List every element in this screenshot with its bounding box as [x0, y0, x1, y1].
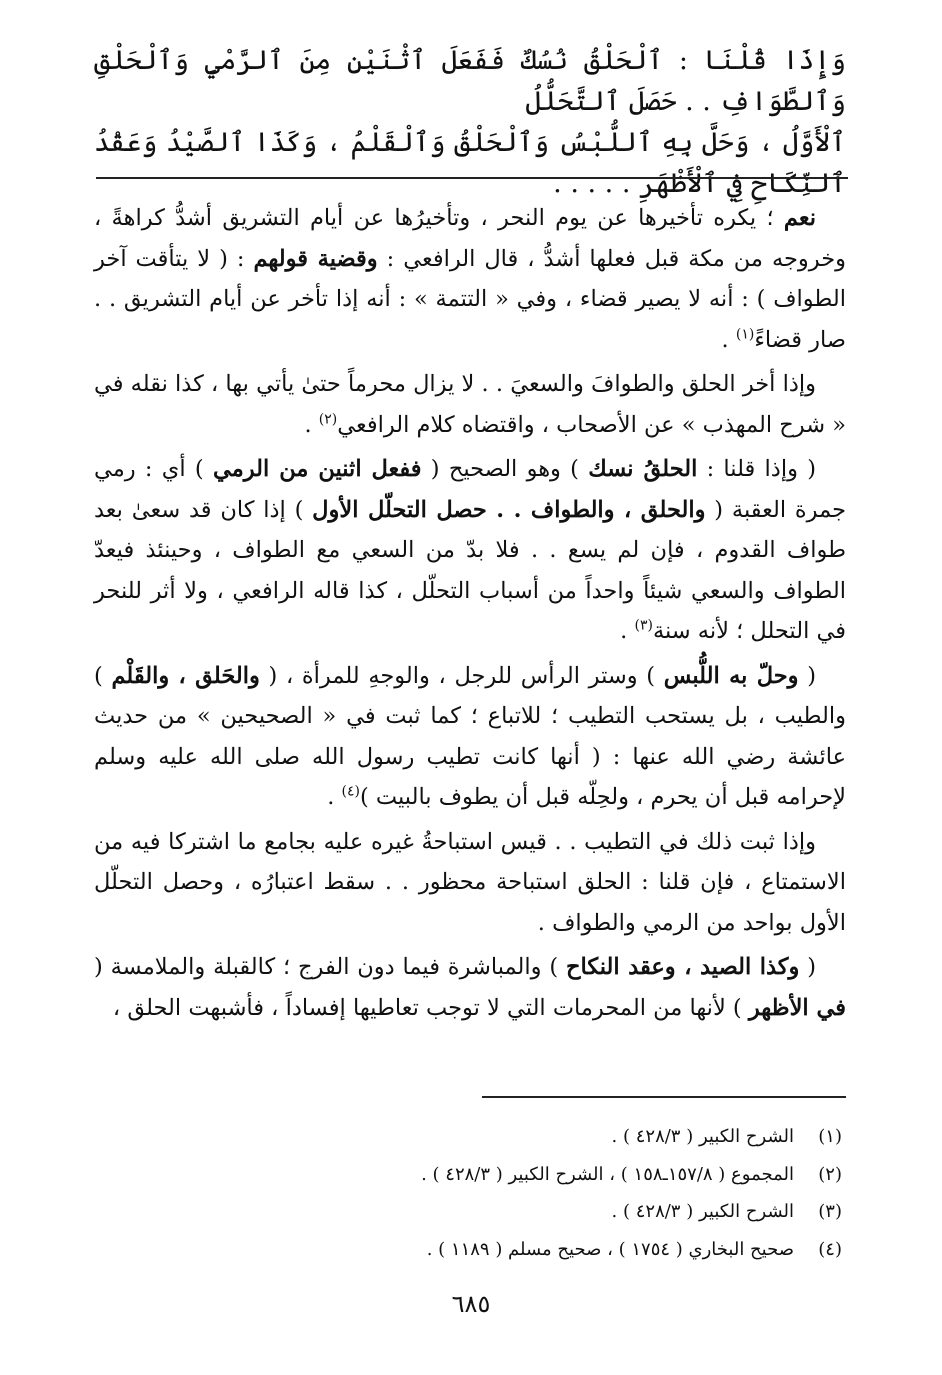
- footnote-number: (١): [818, 1126, 842, 1147]
- bold-term: في الأظهر: [748, 994, 846, 1021]
- bold-term: وحلّ به اللُّبس: [663, 662, 799, 689]
- matn-line: وَإِذَا قُلْنَا : ٱلْحَلْقُ نُسُكٌ فَفَعَلَ ٱثْنَيْنِ مِنَ ٱلرَّمْيِ وَٱلْحَلْقِ وَٱلطَّوَافِ . . حَصَلَ ٱلتَّحَلُّلُ: [94, 45, 846, 117]
- page-number: ٦٨٥: [451, 1290, 491, 1318]
- bold-term: وكذا الصيد ، وعقد النكاح: [565, 954, 800, 980]
- footnote-ref: (٤): [341, 783, 360, 800]
- footnote-ref: (٢): [318, 411, 338, 427]
- footnote-item: [102, 1156, 842, 1194]
- footnote-ref: (١): [735, 326, 755, 342]
- footnote-number: (٢): [818, 1163, 842, 1185]
- footnote-text: الشرح الكبير ( ٤٢٨/٣ ) .: [611, 1126, 794, 1147]
- footnote-item: [102, 1193, 842, 1231]
- matn-divider: [96, 177, 848, 179]
- footnote-text: المجموع ( ١٥٧/٨ـ١٥٨ ) ، الشرح الكبير ( ٤٢٨/٣ ) .: [421, 1163, 794, 1185]
- footnote-item: [102, 1231, 842, 1269]
- footnote-ref: (٣): [634, 617, 653, 634]
- bold-term: وقضية قولهم: [253, 245, 378, 272]
- footnote-divider: [482, 1096, 846, 1098]
- bold-term: نعم: [783, 205, 816, 231]
- footnote-number: (٣): [818, 1201, 842, 1222]
- bold-term: والحَلق ، والقَلْم: [111, 662, 260, 689]
- bold-term: الحلقُ نسك: [588, 456, 698, 482]
- commentary-paragraph: ( وإذا قلنا : الحلقُ نسك ) وهو الصحيح ( ففعل اثنين من الرمي ) أي : رمي جمرة العقبة ( والحلق ، والطواف . . حصل التحلّل الأول ) إذا كان قد سعىٰ بعد طواف القدوم ، فإن لم يسع . . فلا بدّ من السعي مع الطواف ، وحينئذ فيعدّ الطواف والسعي شيئاً واحداً من أسباب التحلّل ، كذا قاله الرافعي ، ولا أثر للنحر في التحلل ؛ لأنه سنة$^{(٣)}$ .: [94, 456, 847, 644]
- footnote-number: (٤): [818, 1238, 842, 1260]
- bold-term: والحلق ، والطواف . . حصل التحلّل الأول: [312, 496, 706, 523]
- commentary-paragraph: ( وحلّ به اللُّبس ) وستر الرأس للرجل ، والوجهِ للمرأة ، ( والحَلق ، والقَلْم ) والطيب ، بل يستحب التطيب ؛ للاتباع ؛ كما ثبت في « الصحيحين » من حديث عائشة رضي الله عنها : ( أنها كانت تطيب رسول الله صلى الله عليه وسلم لإحرامه قبل أن يحرم ، ولحِلّه قبل أن يطوف بالبيت )$^{(٤)}$ .: [94, 662, 846, 810]
- commentary-paragraph: ( وكذا الصيد ، وعقد النكاح ) والمباشرة فيما دون الفرج ؛ كالقبلة والملامسة ( في الأظهر ) لأنها من المحرمات التي لا توجب تعاطيها إفساداً ، فأشبهت الحلق ،: [94, 954, 846, 1021]
- footnote-item: [102, 1118, 842, 1156]
- matn-text: [94, 40, 846, 204]
- commentary-paragraph: وإذا أخر الحلق والطوافَ والسعيَ . . لا يزال محرماً حتىٰ يأتي بها ، كذا نقله في « شرح المهذب » عن الأصحاب ، واقتضاه كلام الرافعي$^{(٢)}$ .: [94, 371, 846, 438]
- footnote-text: الشرح الكبير ( ٤٢٨/٣ ) .: [611, 1201, 794, 1222]
- matn-line: ٱلْأَوَّلُ ، وَحَلَّ بِهِ ٱللُّبْسُ وَٱلْحَلْقُ وَٱلْقَلْمُ ، وَكَذَا ٱلصَّيْدُ وَعَقْدُ ٱلنِّكَاحِ فِي ٱلْأَظْهَرِ . . . . .: [94, 127, 846, 199]
- bold-term: ففعل اثنين من الرمي: [212, 456, 422, 482]
- commentary-paragraph: وإذا ثبت ذلك في التطيب . . قيس استباحةُ غيره عليه بجامع ما اشتركا فيه من الاستمتاع ، فإن قلنا : الحلق استباحة محظور . . سقط اعتبارُه ، وحصل التحلّل الأول بواحد من الرمي والطواف .: [94, 828, 846, 936]
- commentary-paragraph: نعم ؛ يكره تأخيرها عن يوم النحر ، وتأخيرُها عن أيام التشريق أشدُّ كراهةً ، وخروجه من مكة قبل فعلها أشدُّ ، قال الرافعي : وقضية قولهم : ( لا يتأقت آخر الطواف ) : أنه لا يصير قضاء ، وفي « التتمة » : أنه إذا تأخر عن أيام التشريق . . صار قضاءً$^{(١)}$ .: [94, 205, 846, 353]
- commentary-text: [94, 198, 846, 1032]
- footnote-text: صحيح البخاري ( ١٧٥٤ ) ، صحيح مسلم ( ١١٨٩ ) .: [426, 1238, 794, 1260]
- footnotes-list: [102, 1118, 842, 1268]
